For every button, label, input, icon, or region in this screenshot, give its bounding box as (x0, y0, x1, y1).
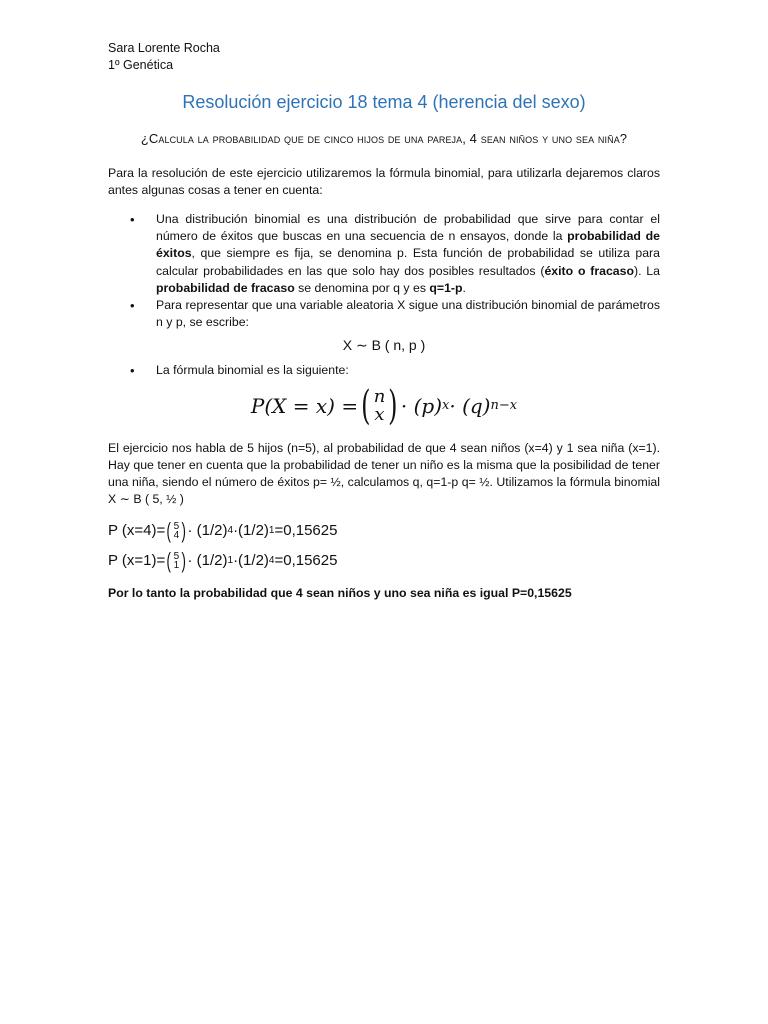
bullet-text-bold: probabilidad de éxitos (156, 229, 660, 261)
binomial-formula (108, 382, 660, 429)
bullet-icon: • (130, 298, 135, 314)
formula-lhs: P(X = x) = (250, 393, 359, 418)
coef-top: 5 (173, 520, 180, 532)
binomial-coefficient (373, 385, 386, 425)
document-page (108, 40, 660, 600)
calc-exp2: 1 (268, 525, 275, 537)
bullet-text: La fórmula binomial es la siguiente: (156, 363, 349, 378)
bullet-text: , que siempre es fija, se denomina p. Esta función de probabilidad se utiliza para calcular probabilidades en las que solo hay dos posibles resultados ( (156, 246, 660, 278)
bullet-icon: • (130, 363, 135, 379)
calc-lhs: P (x=1)= (108, 552, 166, 570)
coef-bottom: 4 (173, 529, 180, 541)
left-paren: ( (166, 547, 172, 573)
calc-exp2: 4 (268, 555, 275, 567)
formula-p-term: · (p) (400, 393, 443, 418)
author-name: Sara Lorente Rocha (108, 41, 220, 55)
bullet-item-definition (108, 211, 660, 297)
coef-bottom: 1 (173, 559, 180, 571)
calc-term-b: ·(1/2) (233, 552, 269, 570)
calc-exp1: 1 (227, 555, 234, 567)
formula-exp1: x (442, 398, 450, 414)
calculation-x1 (108, 547, 660, 573)
calc-lhs: P (x=4)= (108, 522, 166, 540)
calc-exp1: 4 (227, 525, 234, 537)
bullet-text: ). La (634, 263, 660, 278)
intro-paragraph: Para la resolución de este ejercicio utilizaremos la fórmula binomial, para utilizarla dejaremos claros antes algunas cosas a tener en cuenta: (108, 166, 660, 197)
coef-bottom: x (374, 403, 385, 425)
bullet-text: se denomina por q y es (294, 280, 430, 295)
bullet-text-bold: probabilidad de fracaso (156, 280, 295, 295)
calc-result: =0,15625 (274, 522, 338, 540)
bullet-text: . (462, 280, 466, 295)
bullet-text: Una distribución binomial es una distribución de probabilidad que sirve para contar el número de éxitos que buscas en una secuencia de n ensayos, donde la (156, 212, 660, 244)
document-title: Resolución ejercicio 18 tema 4 (herencia del sexo) (182, 92, 586, 112)
bullet-text: Para representar que una variable aleatoria X sigue una distribución binomial de parámetros n y p, se escribe: (156, 298, 660, 330)
conclusion-text: Por lo tanto la probabilidad que 4 sean niños y uno sea niña es igual P=0,15625 (108, 585, 572, 600)
calculation-x4 (108, 517, 660, 543)
bullet-icon: • (130, 212, 135, 227)
bullet-item-formula (108, 362, 660, 379)
bullet-list-2 (108, 362, 660, 379)
right-paren: ) (181, 517, 187, 543)
distribution-notation: X ∼ B ( n, p ) (342, 337, 426, 354)
coef-top: n (373, 385, 386, 407)
calc-term-b: ·(1/2) (233, 522, 269, 540)
right-paren: ) (388, 382, 398, 429)
bullet-item-notation (108, 297, 660, 331)
right-paren: ) (181, 547, 187, 573)
bullet-text-bold: q=1-p (429, 280, 463, 295)
mini-coefficient (174, 552, 180, 570)
bullet-text-bold: éxito o fracaso (544, 263, 634, 278)
left-paren: ( (361, 382, 371, 429)
bullet-list (108, 211, 660, 331)
question-text: ¿Calcula la probabilidad que de cinco hijos de una pareja, 4 sean niños y uno sea niña? (140, 131, 628, 146)
explanation-paragraph: El ejercicio nos habla de 5 hijos (n=5), al probabilidad de que 4 sean niños (x=4) y 1 sea niña (x=1). Hay que tener en cuenta que la probabilidad de tener un niño es la misma que la posibilidad de tener una niña, siendo el número de éxitos p= ½, calculamos q, q=1-p q= ½. Utilizamos la fórmula binomial X ∼ B ( 5, ½ ) (108, 440, 660, 506)
formula-exp2: n−x (490, 398, 518, 414)
calc-term-a: · (1/2) (187, 522, 228, 540)
formula-q-term: · (q) (449, 393, 491, 418)
calc-term-a: · (1/2) (187, 552, 228, 570)
calc-result: =0,15625 (274, 552, 338, 570)
coef-top: 5 (173, 550, 180, 562)
left-paren: ( (166, 517, 172, 543)
mini-coefficient (174, 522, 180, 540)
author-course: 1º Genética (108, 58, 174, 72)
